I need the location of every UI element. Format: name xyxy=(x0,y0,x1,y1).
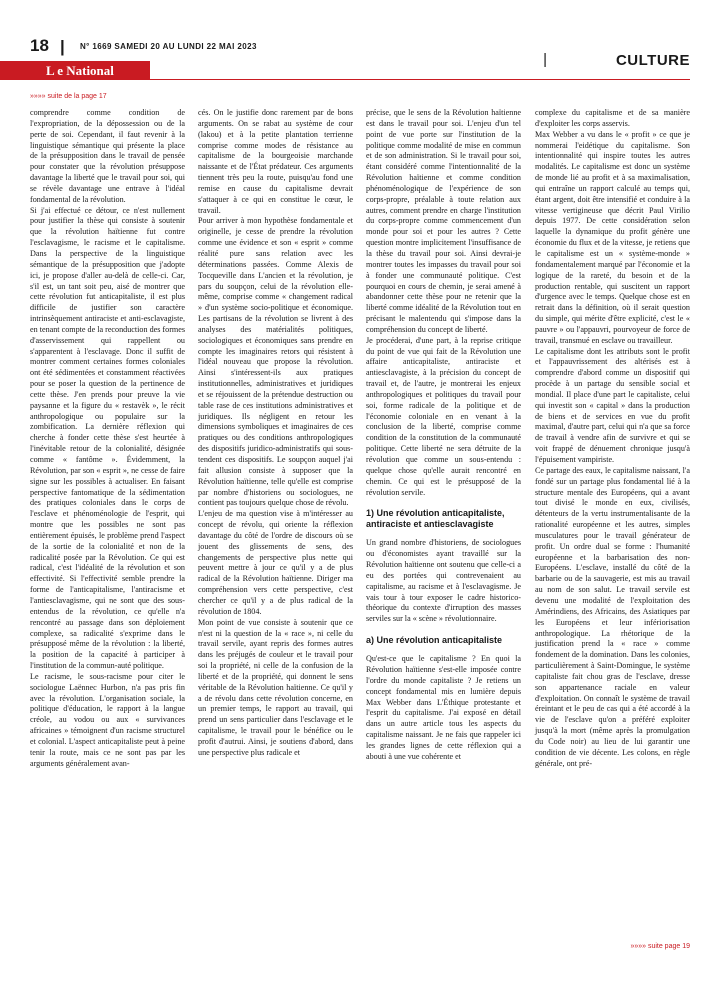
paragraph: comprendre comme condition de l'expropriation, de la dépossession ou de la perte de soi. Cependant, il faut revenir à la linguistique sémantique qui présente la place de la présupposition dans le travail de pensée pour constater que la révolution présuppose davantage la liberté que le travail pour soi, qui se révèle davantage une entrave à l'idéal fondamental de la révolution. xyxy=(30,108,185,204)
continued-to: »»»» suite page 19 xyxy=(630,943,690,950)
paragraph: Ce partage des eaux, le capitalisme naissant, l'a fondé sur un partage plus fondamental lié à la structure mentale des Européens, qui a avant tout divisé le monde en eux, civilisés, détenteurs de la vertu instrumentalisante de la rationalité européenne et les autres, simples musculatures pour le travail générateur de profit. Un ordre dual se forme : l'humanité européenne et la barbarisation des non-Européens. L'esclave, installé du côté de la barbarie ou de la sauvagerie, est mis au travail au nom de son salut. Le travail servile est devenu une modalité de l'exploitation des Amérindiens, des Africains, des Asiatiques par les Européens et leur infériorisation anthropologique. La rhétorique de la justification prend la « race » comme fondement de la domination. Dans les colonies, particulièrement à Saint-Domingue, le système capitaliste fait chou gras de l'esclave, dresse son appartenance raciale en valeur d'exploitation. On connaît le système de travail éreintant et le peu de cas qui a été accordé à la vie de l'esclave qu'on a préféré exploiter jusqu'à la mort (même après la promulgation du Code noir) au lieu de lui garantir une condition de vie décente. Les colons, en règle générale, ont pré- xyxy=(535,465,690,768)
section-rule xyxy=(30,79,690,80)
paragraph: complexe du capitalisme et de sa manière d'exploiter les corps asservis. xyxy=(535,108,690,128)
column-1 xyxy=(30,108,185,769)
paragraph: L'enjeu de ma question vise à m'intéresser au concept de révolu, qui oriente la réflexion davantage du côté de l'ordre de discours où se jouent des glissements de sens, des changements de perspective plus nette qui peuvent mettre à jour ce qu'il y a de plus radical de la Révolution haïtienne. Diriger ma compréhension vers cette perspective, c'est chercher ce qu'il y a de plus radical de la révolution de 1804. xyxy=(198,509,353,616)
page-number-separator: | xyxy=(60,37,65,56)
paragraph: précise, que le sens de la Révolution haïtienne est dans le travail pour soi. L'enjeu d'un tel point de vue porte sur l'institution de la politique comme modalité de mise en commun et de son administration. Si le travail pour soi, étant considéré comme l'intentionnalité de la Révolution haïtienne et comme condition phénoménologique de l'expérience de son corps-propre, préalable à toute relation aux autres, comment prendre en charge l'institution du corps-propre comme commencement d'un monde pour soi et pour les autres ? Cette question montre implicitement l'insuffisance de la thèse du travail pour soi. Ainsi devrai-je montrer toutes les impasses du travail pour soi à fonder une communauté politique. C'est pourquoi en cours de chemin, je serai amené à abandonner cette thèse pour ne retenir que la liberté comme idéalité de la Révolution tout en précisant le malentendu qui s'impose dans la compréhension du concept de liberté. xyxy=(366,108,521,334)
subheading: 1) Une révolution anticapitaliste, antiraciste et antiesclavagiste xyxy=(366,508,505,530)
issue-info: N° 1669 SAMEDI 20 AU LUNDI 22 MAI 2023 xyxy=(80,42,257,51)
paragraph: Je procéderai, d'une part, à la reprise critique du point de vue qui fait de la Révolution une affaire anticapitaliste, antiraciste et antiesclavagiste, à la précision du concept de travail et, de l'autre, je montrerai les enjeux anthropologiques et politiques du travail pour soi, forme radicale de la politique et de l'économie coloniale en en venant à la conclusion de la liberté, comprise comme condition de la constitution de la communauté politique. Cette liberté ne sera détruite de la révolution que comme un sous-entendu : quelque chose qu'elle aurait rencontré en chemin. Ce qui est le présupposé de la révolution servile. xyxy=(366,335,521,497)
paragraph: Pour arriver à mon hypothèse fondamentale et originelle, je cesse de prendre la révolution comme une évidence et son « esprit » comme réalité pure sans relation avec les déterminations passées. Comme Alexis de Tocqueville dans L'ancien et la révolution, je pars du soupçon, celui de la révolution elle-même, comprise comme « changement radical » d'un système socio-politique et économique. Les partisans de la révolution se livrent à des analyses des matérialités politiques, sociologiques et économiques sans prendre en compte les imaginaires retors qui résistent à l'idéal nouveau que propose la révolution. Ainsi s'intéressent-ils aux pratiques institutionnelles, administratives et juridiques et se réjouissent de la prétendue destruction ou table rase de ces institutions administratives et juridiques. Ils négligent en retour les dimensions symboliques et imaginaires de ces pratiques ou des conditions anthropologiques des dispositifs juridico-administratifs qui sous-tendent ces dispositifs. Le soupçon auquel j'ai fait allusion consiste à supposer que la Révolution haïtienne, telle qu'elle est comprise par nombre d'historiens ou sociologues, ne contient pas toujours quelque chose de révolu. xyxy=(198,216,353,508)
section-separator: | xyxy=(543,51,547,68)
paragraph: Qu'est-ce que le capitalisme ? En quoi la Révolution haïtienne s'est-elle imposée contre l'ordre du monde capitaliste ? Je retiens un concept fondamental mis en lumière depuis Max Webber dans L'Éthique protestante et l'esprit du capitalisme. J'ai exposé en détail dans un autre article tous les aspects du capitalisme naissant. Je ne fais que rappeler ici les grandes lignes de cette réflexion qui a abouti à une vue cohérente et xyxy=(366,654,521,761)
column-4 xyxy=(535,108,690,769)
article-body xyxy=(30,108,690,958)
paragraph: Le capitalisme dont les attributs sont le profit et l'appauvrissement des altérisés est à comprendre d'abord comme un dispositif qui procède à un partage du sensible social et mondial. Il place d'une part le capitaliste, celui qui investit son « capital » dans la production de biens et de services en vue du profit maximal, d'autre part, celui qui n'a que sa force de travail à vendre afin de survivre et qui se voit frappé de dénuement chronique jusqu'à l'épuisement vampiriste. xyxy=(535,346,690,464)
page-header xyxy=(30,0,690,88)
page-number: 18 xyxy=(30,36,49,55)
section-title: CULTURE xyxy=(615,52,690,69)
paragraph: cés. On le justifie donc rarement par de bons arguments. On se rabat au système de cour (lakou) et à la petite plantation terrienne comprise comme modes de résistance au capitalisme de la bourgeoisie marchande naissante et de l'État prédateur. Ces arguments tiennent très peu la route, puisqu'au fond une remise en cause du capitalisme devrait s'attaquer à ce qui en constitue le cœur, le travail. xyxy=(198,108,353,215)
column-2 xyxy=(198,108,353,759)
paragraph: Un grand nombre d'historiens, de sociologues ou d'économistes ayant travaillé sur la Révolution haïtienne ont soutenu que celle-ci a eu des portées qui contrevenaient au capitalisme, au racisme et à l'esclavagisme. Je vais tour à tour exposer le cadre historico-théorique du contexte d'irruption des masses serviles sur la « scène » révolutionnaire. xyxy=(366,538,521,624)
newspaper-logo: L e National xyxy=(0,61,150,80)
continued-from: »»»» suite de la page 17 xyxy=(30,93,107,100)
subheading: a) Une révolution anticapitaliste xyxy=(366,635,503,646)
paragraph: Si j'ai effectué ce détour, ce n'est nullement pour justifier la thèse qui consiste à soutenir que la révolution haïtienne fut contre l'esclavagisme, le racisme et le capitalisme. Dans la perspective de la linguistique sémantique de la présupposition que j'adopte ici, je propose d'aller au-delà de celle-ci. Car, s'il est, un tant soit peu, aisé de montrer que cette révolution fut anticapitaliste, il est plus difficile de justifier son caractère intrinsèquement antiraciste et anti-esclavagiste, en tenant compte de la reconduction des formes d'asservissement qui rappellent ou s'apparentent à l'esclavage. Donc il suffit de montrer comment certaines formes coloniales ont été sédimentées et constamment réactivées pour se poser la question de la pertinence de cette thèse. J'en prends pour preuve la vie paysanne et la figure du « restavèk », le récit anthropologique ou populaire sur la zombification. La dernière réflexion qui cherche à fonder cette thèse s'est heurtée à l'inévitable retour de la colonialité, désignée comme « fantôme ». Évidemment, la Révolution, par son « esprit », ne cesse de faire signe sur les possibles à actualiser. En faisant perspective fantomatique de la sédimentation des pratiques coloniales dans le corps de l'esclave et phénoménologie de l'esprit, qui montre que les possibles ne sont pas entièrement épuisés, le problème prend l'aspect de la sortie de la colonialité et non de la radicalité posée par la Révolution. Ce qui est radical, c'est l'idéalité de la révolution et son effectivité. Si l'effectivité semble prendre la forme de l'anticapitalisme, l'antiracisme et l'antiesclavagisme, qui ne sont que des sous-entendus de la révolution, ce qu'elle n'a rencontré au passage dans son déploiement complexe, sa radicalité s'exprime dans le présupposé même de la révolution : la liberté, la position de la capacité à participer à l'institution de la commun-auté politique. xyxy=(30,205,185,671)
paragraph: Mon point de vue consiste à soutenir que ce n'est ni la question de la « race », ni celle du travail servile, ayant repris des formes autres dans les préjugés de couleur et le travail pour soi la propriété, ni celle de la confusion de la liberté et de la propriété, qui donnent le sens véritable de la Révolution haïtienne. Ce qu'il y a de révolu dans cette révolution concerne, en un premier temps, le rapport au travail, qui prend un sens particulier dans l'esclavage et le capitalisme, le travail pour le bénéfice ou le profit d'autrui. Ainsi, je soutiens d'abord, dans une perspective plus radicale et xyxy=(198,617,353,757)
paragraph: Max Webber a vu dans le « profit » ce que je nommerai l'eidétique du capitalisme. Son intentionnalité qui inspire toutes les autres modalités. Le capitalisme est donc un système de monde lié au profit et à sa maximalisation, qui entraîne un rapport calculé au temps qui, étant argent, doit être intensifié et conduire à la vitesse vertigineuse que décrit Paul Virilio depuis 1977. De cette considération selon laquelle la dynamique du profit génère une économie du flux et de la vitesse, je retiens que le capitalisme est un « système-monde » fondamentalement marqué par l'économie et la logique de la rareté, du besoin et de la production rentable, qui suscitent un rapport d'urgence avec le temps. Quelque chose est en retrait dans la définition, où il serait question du simple, qui mérite d'être explicité, c'est le « pauvre » ou l'appauvri, pourvoyeur de force de travail, transmué en esclave ou travailleur. xyxy=(535,129,690,345)
paragraph: Le racisme, le sous-racisme pour citer le sociologue Laënnec Hurbon, n'a pas pris fin avec la révolution. L'organisation sociale, la politique d'éducation, le rapport à la langue créole, au vodou ou aux « survivances africaines » témoignent d'un racisme structurel et colonial. L'aspect anticapitaliste peut à peine tenir la route, mais ce ne sont pas par les arguments généralement avan- xyxy=(30,671,185,768)
column-3 xyxy=(366,108,521,763)
